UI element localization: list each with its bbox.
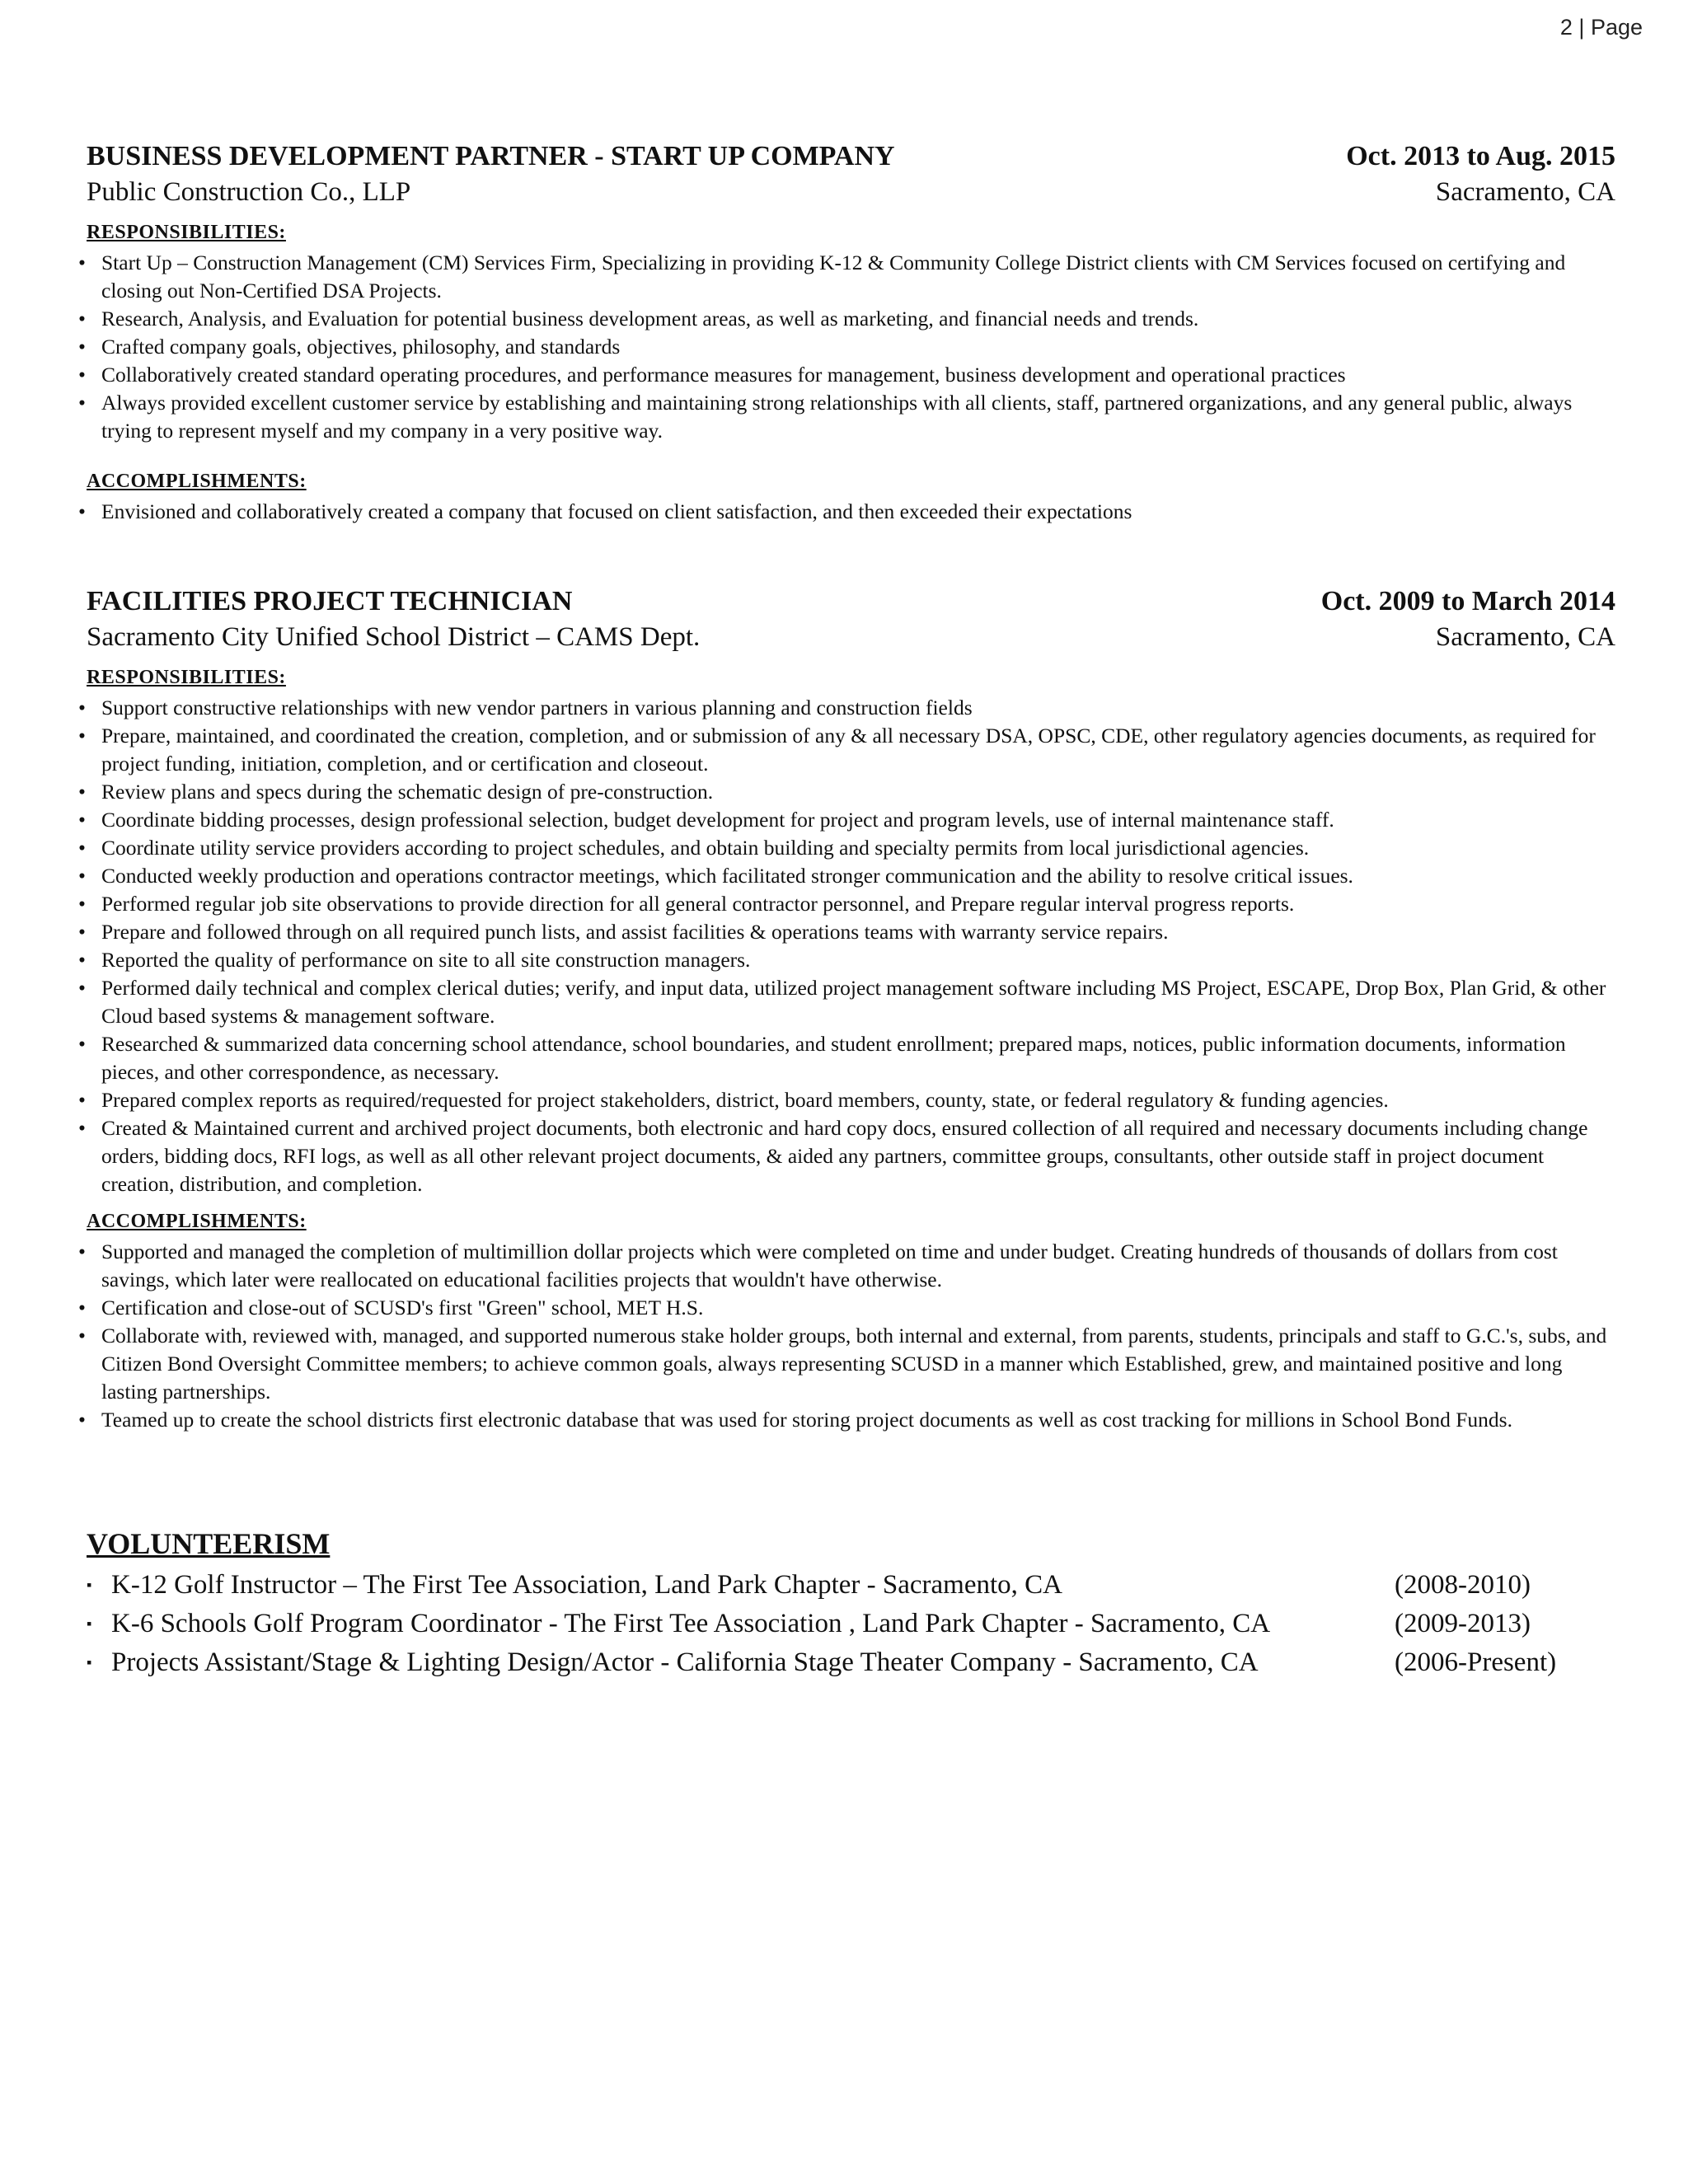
list-item: • Reported the quality of performance on site to all site construction managers. bbox=[87, 946, 1615, 974]
list-item: • Support constructive relationships with new vendor partners in various planning and construction fields bbox=[87, 694, 1615, 722]
section-title: VOLUNTEERISM bbox=[87, 1527, 331, 1560]
responsibilities-label: RESPONSIBILITIES: bbox=[87, 667, 286, 688]
list-item: • Created & Maintained current and archived project documents, both electronic and hard copy docs, ensured collection of all required and necessary documents including change orders, bidding docs, RFI logs, as well as all other relevant project documents, & aided any partners, committee groups, consultants, other outside staff in project document creation, distribution, and completion. bbox=[87, 1114, 1615, 1198]
list-item: • Prepare and followed through on all required punch lists, and assist facilities & operations teams with warranty service repairs. bbox=[87, 918, 1615, 946]
volunteer-item bbox=[87, 1643, 1615, 1682]
job-location: Sacramento, CA bbox=[1435, 622, 1615, 652]
square-bullet-icon: ▪ bbox=[87, 1654, 92, 1671]
job-employer: Sacramento City Unified School District – CAMS Dept. bbox=[87, 622, 701, 652]
list-item: • Teamed up to create the school districts first electronic database that was used for storing project documents as well as cost tracking for millions in School Bond Funds. bbox=[87, 1406, 1615, 1434]
accomplishments-label: ACCOMPLISHMENTS: bbox=[87, 471, 307, 492]
accomplishments-label: ACCOMPLISHMENTS: bbox=[87, 1211, 307, 1232]
job-subheader bbox=[87, 620, 1615, 654]
list-item: • Start Up – Construction Management (CM) Services Firm, Specializing in providing K-12 & Community College District clients with CM Services focused on certifying and closing out Non-Certified DSA Projects. bbox=[87, 249, 1615, 305]
volunteer-role: Projects Assistant/Stage & Lighting Design/Actor - California Stage Theater Company - Sacramento, CA bbox=[111, 1647, 1259, 1677]
list-item: • Researched & summarized data concerning school attendance, school boundaries, and student enrollment; prepared maps, notices, public information documents, information pieces, and other correspondence, as necessary. bbox=[87, 1030, 1615, 1086]
list-item: • Prepare, maintained, and coordinated the creation, completion, and or submission of any & all necessary DSA, OPSC, CDE, other regulatory agencies documents, as required for project funding, initiation, completion, and or certification and closeout. bbox=[87, 722, 1615, 778]
volunteer-item bbox=[87, 1605, 1615, 1643]
volunteer-dates: (2006-Present) bbox=[1395, 1647, 1557, 1677]
list-item: • Research, Analysis, and Evaluation for potential business development areas, as well as marketing, and financial needs and trends. bbox=[87, 305, 1615, 333]
job-title: FACILITIES PROJECT TECHNICIAN bbox=[87, 586, 573, 616]
volunteer-role: K-12 Golf Instructor – The First Tee Association, Land Park Chapter - Sacramento, CA bbox=[111, 1570, 1062, 1600]
job-dates: Oct. 2013 to Aug. 2015 bbox=[1346, 141, 1615, 171]
list-item: • Always provided excellent customer service by establishing and maintaining strong relationships with all clients, staff, partnered organizations, and any general public, always trying to represent myself and my company in a very positive way. bbox=[87, 389, 1615, 445]
list-item: • Review plans and specs during the schematic design of pre-construction. bbox=[87, 778, 1615, 806]
square-bullet-icon: ▪ bbox=[87, 1615, 92, 1632]
volunteer-role: K-6 Schools Golf Program Coordinator - The First Tee Association , Land Park Chapter - Sacramento, CA bbox=[111, 1609, 1271, 1638]
job-header bbox=[87, 583, 1615, 620]
responsibilities-list bbox=[87, 694, 1615, 1198]
list-item: • Coordinate bidding processes, design professional selection, budget development for project and program levels, use of internal maintenance staff. bbox=[87, 806, 1615, 834]
job-dates: Oct. 2009 to March 2014 bbox=[1320, 586, 1615, 616]
volunteer-dates: (2008-2010) bbox=[1395, 1570, 1531, 1600]
responsibilities-list bbox=[87, 249, 1615, 445]
list-item: • Coordinate utility service providers according to project schedules, and obtain building and specialty permits from local jurisdictional agencies. bbox=[87, 834, 1615, 862]
job-entry bbox=[87, 138, 1615, 526]
list-item: • Collaborate with, reviewed with, managed, and supported numerous stake holder groups, both internal and external, from parents, students, principals and staff to G.C.'s, subs, and Citizen Bond Oversight Committee members; to achieve common goals, always representing SCUSD in a manner which Established, grew, and maintained positive and long lasting partnerships. bbox=[87, 1322, 1615, 1406]
job-subheader bbox=[87, 175, 1615, 209]
volunteer-item bbox=[87, 1566, 1615, 1605]
job-employer: Public Construction Co., LLP bbox=[87, 177, 411, 207]
square-bullet-icon: ▪ bbox=[87, 1577, 92, 1593]
job-title: BUSINESS DEVELOPMENT PARTNER - START UP COMPANY bbox=[87, 141, 895, 171]
list-item: • Certification and close-out of SCUSD's first "Green" school, MET H.S. bbox=[87, 1294, 1615, 1322]
list-item: • Envisioned and collaboratively created a company that focused on client satisfaction, and then exceeded their expectations bbox=[87, 498, 1615, 526]
job-location: Sacramento, CA bbox=[1435, 177, 1615, 207]
list-item: • Performed daily technical and complex clerical duties; verify, and input data, utilized project management software including MS Project, ESCAPE, Drop Box, Plan Grid, & other Cloud based systems & management software. bbox=[87, 974, 1615, 1030]
volunteer-list bbox=[87, 1566, 1615, 1682]
responsibilities-label: RESPONSIBILITIES: bbox=[87, 222, 286, 243]
list-item: • Collaboratively created standard operating procedures, and performance measures for management, business development and operational practices bbox=[87, 361, 1615, 389]
list-item: • Crafted company goals, objectives, philosophy, and standards bbox=[87, 333, 1615, 361]
job-header bbox=[87, 138, 1615, 175]
accomplishments-list bbox=[87, 1238, 1615, 1434]
list-item: • Supported and managed the completion of multimillion dollar projects which were completed on time and under budget. Creating hundreds of thousands of dollars from cost savings, which later were reallocated on educational facilities projects that wouldn't have otherwise. bbox=[87, 1238, 1615, 1294]
list-item: • Performed regular job site observations to provide direction for all general contractor personnel, and Prepare regular interval progress reports. bbox=[87, 890, 1615, 918]
job-entry bbox=[87, 583, 1615, 1434]
page-number: 2 | Page bbox=[1559, 15, 1643, 40]
volunteerism-section bbox=[87, 1525, 1615, 1682]
list-item: • Prepared complex reports as required/requested for project stakeholders, district, board members, county, state, or federal regulatory & funding agencies. bbox=[87, 1086, 1615, 1114]
volunteer-dates: (2009-2013) bbox=[1395, 1609, 1531, 1638]
resume-content bbox=[87, 138, 1615, 1682]
accomplishments-list bbox=[87, 498, 1615, 526]
list-item: • Conducted weekly production and operations contractor meetings, which facilitated stronger communication and the ability to resolve critical issues. bbox=[87, 862, 1615, 890]
